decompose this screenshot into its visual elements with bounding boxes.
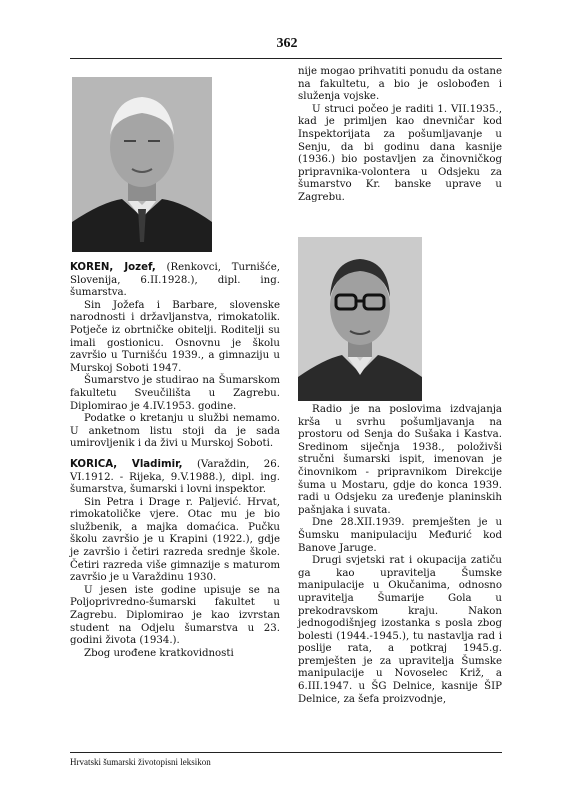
paragraph: Drugi svjetski rat i okupacija zatiču ga kao upravitelja Šumske manipulacije u Okučanima, odnosno upravitelja Šumarije Gola u prekodravskom kraju. Nakon jednogodišnjeg izostanka s posla zbog bolesti (1944.-1945.), tu nastavlja rad i poslije rata, a potkraj 1945.g. premješten je za upravitelja Šumske manipulacije u Novoselec Križ, a 6.III.1947. u ŠG Delnice, kasnije ŠIP Delnice, za šefa proizvodnje, <box>298 555 502 705</box>
paragraph: nije mogao prihvatiti ponudu da ostane na fakultetu, a bio je oslobođen i služenja vojske. <box>298 66 502 103</box>
paragraph: Šumarstvo je studirao na Šumarskom fakultetu Sveučilišta u Zagrebu. Diplomirao je 4.IV.1953. godine. <box>70 375 280 412</box>
paragraph: Podatke o kretanju u službi nemamo. U anketnom listu stoji da je sada umirovljenik i da živi u Murskoj Soboti. <box>70 413 280 450</box>
entry-intro-korica: (Varaždin, 26. VI.1912. - Rijeka, 9.V.1988.), dipl. ing. šumarstva, šumarski i lovni inspektor. <box>70 458 280 496</box>
entry-name-koren: KOREN, Jozef, <box>70 262 156 273</box>
paragraph: U struci počeo je raditi 1. VII.1935., kad je primljen kao dnevničar kod Inspektorijata za pošumljavanje u Senju, da bi godinu dana kasnije (1936.) bio postavljen za činovničkog pripravnika-volontera u Odsjeku za šumarstvo Kr. banske uprave u Zagrebu. <box>298 103 502 203</box>
entry-koren-heading <box>70 262 280 300</box>
paragraph: Dne 28.XII.1939. premješten je u Šumsku manipulaciju Međurić kod Banove Jaruge. <box>298 517 502 554</box>
header-rule <box>70 58 502 59</box>
left-column <box>70 262 280 660</box>
paragraph: Radio je na poslovima izdvajanja krša u svrhu pošumljavanja na prostoru od Senja do Sušaka i Kastva. Sredinom siječnja 1938., položivši stručni šumarski ispit, imenovan je činovnikom - pripravnikom Direkcije šuma u Mostaru, gdje do konca 1939. radi u Odsjeku za uređenje planinskih pašnjaka i suvata. <box>298 404 502 516</box>
paragraph: U jesen iste godine upisuje se na Poljoprivredno-šumarski fakultet u Zagrebu. Diplomirao je kao izvrstan student na Odjelu šumarstva u 23. godini života (1934.). <box>70 584 280 647</box>
paragraph: Sin Petra i Drage r. Paljević. Hrvat, rimokatoličke vjere. Otac mu je bio službenik, a majka domaćica. Pučku školu završio je u Krapini (1922.), gdje je završio i četiri razreda srednje škole. Četiri razreda više gimnazije s maturom završio je u Varaždinu 1930. <box>70 496 280 584</box>
footer-title: Hrvatski šumarski životopisni leksikon <box>70 757 211 767</box>
entry-name-korica: KORICA, Vladimir, <box>70 458 183 470</box>
entry-korica-heading <box>70 459 280 497</box>
paragraph: Zbog urođene kratkovidnosti <box>84 647 234 659</box>
paragraph: Sin Jožefa i Barbare, slovenske narodnosti i državljanstva, rimokatolik. Potječe iz obrtničke obitelji. Roditelji su imali gostionicu. Osnovnu je školu završio u Turnišću 1939., a gimnaziju u Murskoj Soboti 1947. <box>70 299 280 374</box>
footer-rule <box>70 752 502 753</box>
right-column-bottom <box>298 404 502 706</box>
portrait-photo-koren <box>72 77 212 252</box>
entry-intro-koren: (Renkovci, Turnišće, Slovenija, 6.II.1928.), dipl. ing. šumarstva. <box>70 262 280 299</box>
right-column-top <box>298 66 502 205</box>
portrait-photo-korica <box>298 237 422 401</box>
page-number: 362 <box>276 36 298 51</box>
